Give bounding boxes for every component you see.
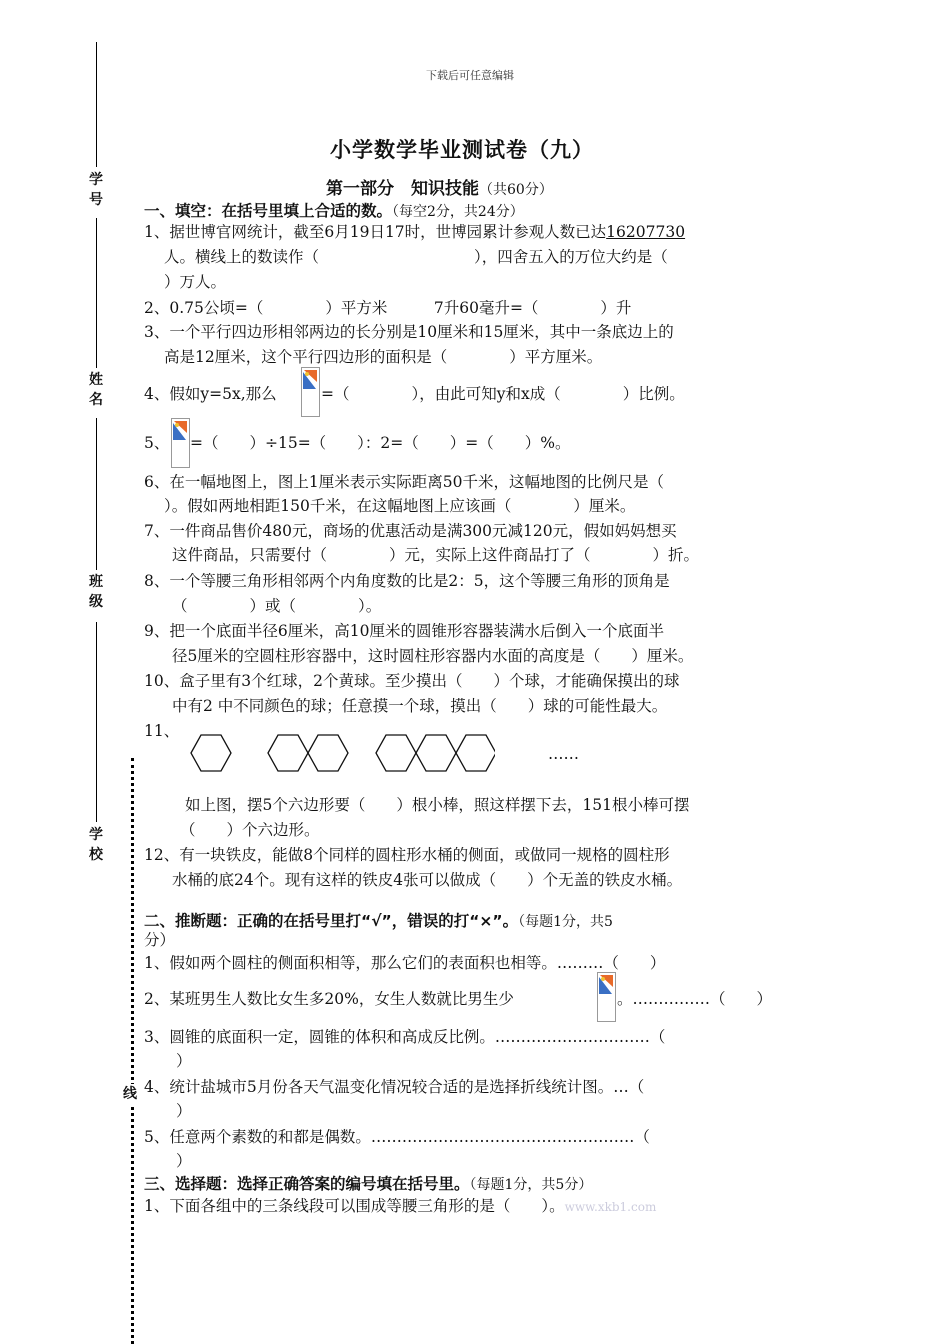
judge-q5-line2: ）	[176, 1152, 192, 1170]
q4-part-b: =（ ），由此可知y和x成（ ）比例。	[321, 385, 685, 403]
hexagon-group-3	[376, 735, 416, 771]
q9-line1: 9、把一个底面半径6厘米，高10厘米的圆锥形容器装满水后倒入一个底面半	[144, 622, 664, 640]
hexagon-group-3	[416, 735, 456, 771]
q8-line2: （ ）或（ ）。	[172, 597, 382, 615]
q6-line1: 6、在一幅地图上，图上1厘米表示实际距离50千米，这幅地图的比例尺是（	[144, 473, 664, 491]
margin-line-class-top	[96, 418, 97, 570]
section3-score: （每题1分，共5分）	[469, 1177, 593, 1193]
judge-q3-line2: ）	[176, 1052, 192, 1070]
q4-part-a: 4、假如y=5x,那么	[144, 385, 277, 403]
choice-q1: 1、下面各组中的三条线段可以围成等腰三角形的是（ ）。www.xkb1.com	[144, 1197, 657, 1215]
q12-line1: 12、有一块铁皮，能做8个同样的圆柱形水桶的侧面，或做同一规格的圆柱形	[144, 846, 670, 864]
watermark: www.xkb1.com	[564, 1200, 657, 1214]
q7-line2: 这件商品，只需要付（ ）元，实际上这件商品打了（ ）折。	[172, 546, 700, 564]
section1-score: （每空2分，共24分）	[392, 204, 524, 220]
fraction-image-icon	[301, 367, 320, 417]
judge-q3-line1: 3、圆锥的底面积一定，圆锥的体积和高成反比例。…………………………（	[144, 1028, 666, 1046]
fraction-image-icon	[171, 418, 190, 468]
judge-q4-line1: 4、统计盐城市5月份各天气温变化情况较合适的是选择折线统计图。…（	[144, 1078, 645, 1096]
q12-line2: 水桶的底24个。现有这样的铁皮4张可以做成（ ）个无盖的铁皮水桶。	[172, 871, 683, 889]
binding-dotted-line	[131, 758, 134, 1344]
judge-q1: 1、假如两个圆柱的侧面积相等，那么它们的表面积也相等。………（ ）	[144, 954, 666, 972]
q1-line1: 1、据世博官网统计，截至6月19日17时，世博园累计参观人数已达16207730	[144, 223, 686, 241]
hexagon-group-2	[308, 735, 348, 771]
q6-line2: ）。假如两地相距150千米，在这幅地图上应该画（ ）厘米。	[164, 497, 636, 515]
q7-line1: 7、一件商品售价480元，商场的优惠活动是满300元减120元，假如妈妈想买	[144, 522, 677, 540]
q9-line2: 径5厘米的空圆柱形容器中，这时圆柱形容器内水面的高度是（ ）厘米。	[172, 647, 694, 665]
header-note: 下载后可任意编辑	[426, 69, 514, 82]
fraction-image-icon	[597, 972, 616, 1022]
margin-line-school-top	[96, 622, 97, 822]
q11-line2: （ ）个六边形。	[180, 821, 320, 839]
q2: 2、0.75公顷=（ ）平方米 7升60毫升=（ ）升	[144, 299, 632, 317]
judge-q2-part-b: 。……………（ ）	[617, 990, 773, 1008]
q5-part-a: 5、	[144, 434, 170, 452]
q11-number: 11、	[144, 722, 180, 740]
section3-heading: 三、选择题：选择正确答案的编号填在括号里。（每题1分，共5分）	[144, 1175, 593, 1193]
part1-name: 第一部分 知识技能	[326, 179, 479, 199]
margin-line-name-top	[96, 218, 97, 368]
section2-score-cont: 分）	[144, 931, 176, 949]
part1-heading	[326, 174, 553, 199]
q3-line2: 高是12厘米，这个平行四边形的面积是（ ）平方厘米。	[164, 348, 603, 366]
part1-score: （共60分）	[479, 182, 553, 198]
hexagon-group-1	[191, 735, 231, 771]
hexagon-group-2	[268, 735, 308, 771]
q8-line1: 8、一个等腰三角形相邻两个内角度数的比是2：5，这个等腰三角形的顶角是	[144, 572, 670, 590]
hexagon-figure	[185, 725, 495, 781]
margin-label-name: 姓 名	[89, 372, 117, 408]
binding-label: 线	[123, 1086, 137, 1102]
judge-q2-part-a: 2、某班男生人数比女生多20%，女生人数就比男生少	[144, 990, 514, 1008]
q5-part-b: =（ ）÷15=（ ）：2=（ ）=（ ）%。	[190, 434, 571, 452]
hexagon-group-3	[456, 735, 495, 771]
margin-label-number: 学 号	[89, 172, 117, 208]
margin-label-class: 班 级	[89, 574, 117, 610]
judge-q5-line1: 5、任意两个素数的和都是偶数。……………………………………………（	[144, 1128, 650, 1146]
q10-line1: 10、盒子里有3个红球，2个黄球。至少摸出（ ）个球，才能确保摸出的球	[144, 672, 680, 690]
margin-label-school: 学校	[89, 827, 103, 863]
section2-heading: 二、推断题：正确的在括号里打“√”，错误的打“×”。（每题1分，共5	[144, 912, 613, 930]
q11-ellipsis: ……	[548, 745, 579, 763]
visitor-count: 16207730	[606, 223, 686, 241]
section2-score: （每题1分，共5	[518, 914, 613, 930]
q1-line2: 人。横线上的数读作（ ），四舍五入的万位大约是（	[164, 248, 668, 266]
q10-line2: 中有2 中不同颜色的球；任意摸一个球，摸出（ ）球的可能性最大。	[172, 697, 668, 715]
judge-q4-line2: ）	[176, 1102, 192, 1120]
q3-line1: 3、一个平行四边形相邻两边的长分别是10厘米和15厘米，其中一条底边上的	[144, 323, 674, 341]
section1-heading: 一、填空：在括号里填上合适的数。（每空2分，共24分）	[144, 202, 524, 220]
exam-title: 小学数学毕业测试卷（九）	[330, 138, 594, 162]
q1-line3: ）万人。	[164, 273, 227, 291]
margin-line-number	[96, 42, 97, 167]
q11-line1: 如上图，摆5个六边形要（ ）根小棒，照这样摆下去，151根小棒可摆	[185, 796, 690, 814]
